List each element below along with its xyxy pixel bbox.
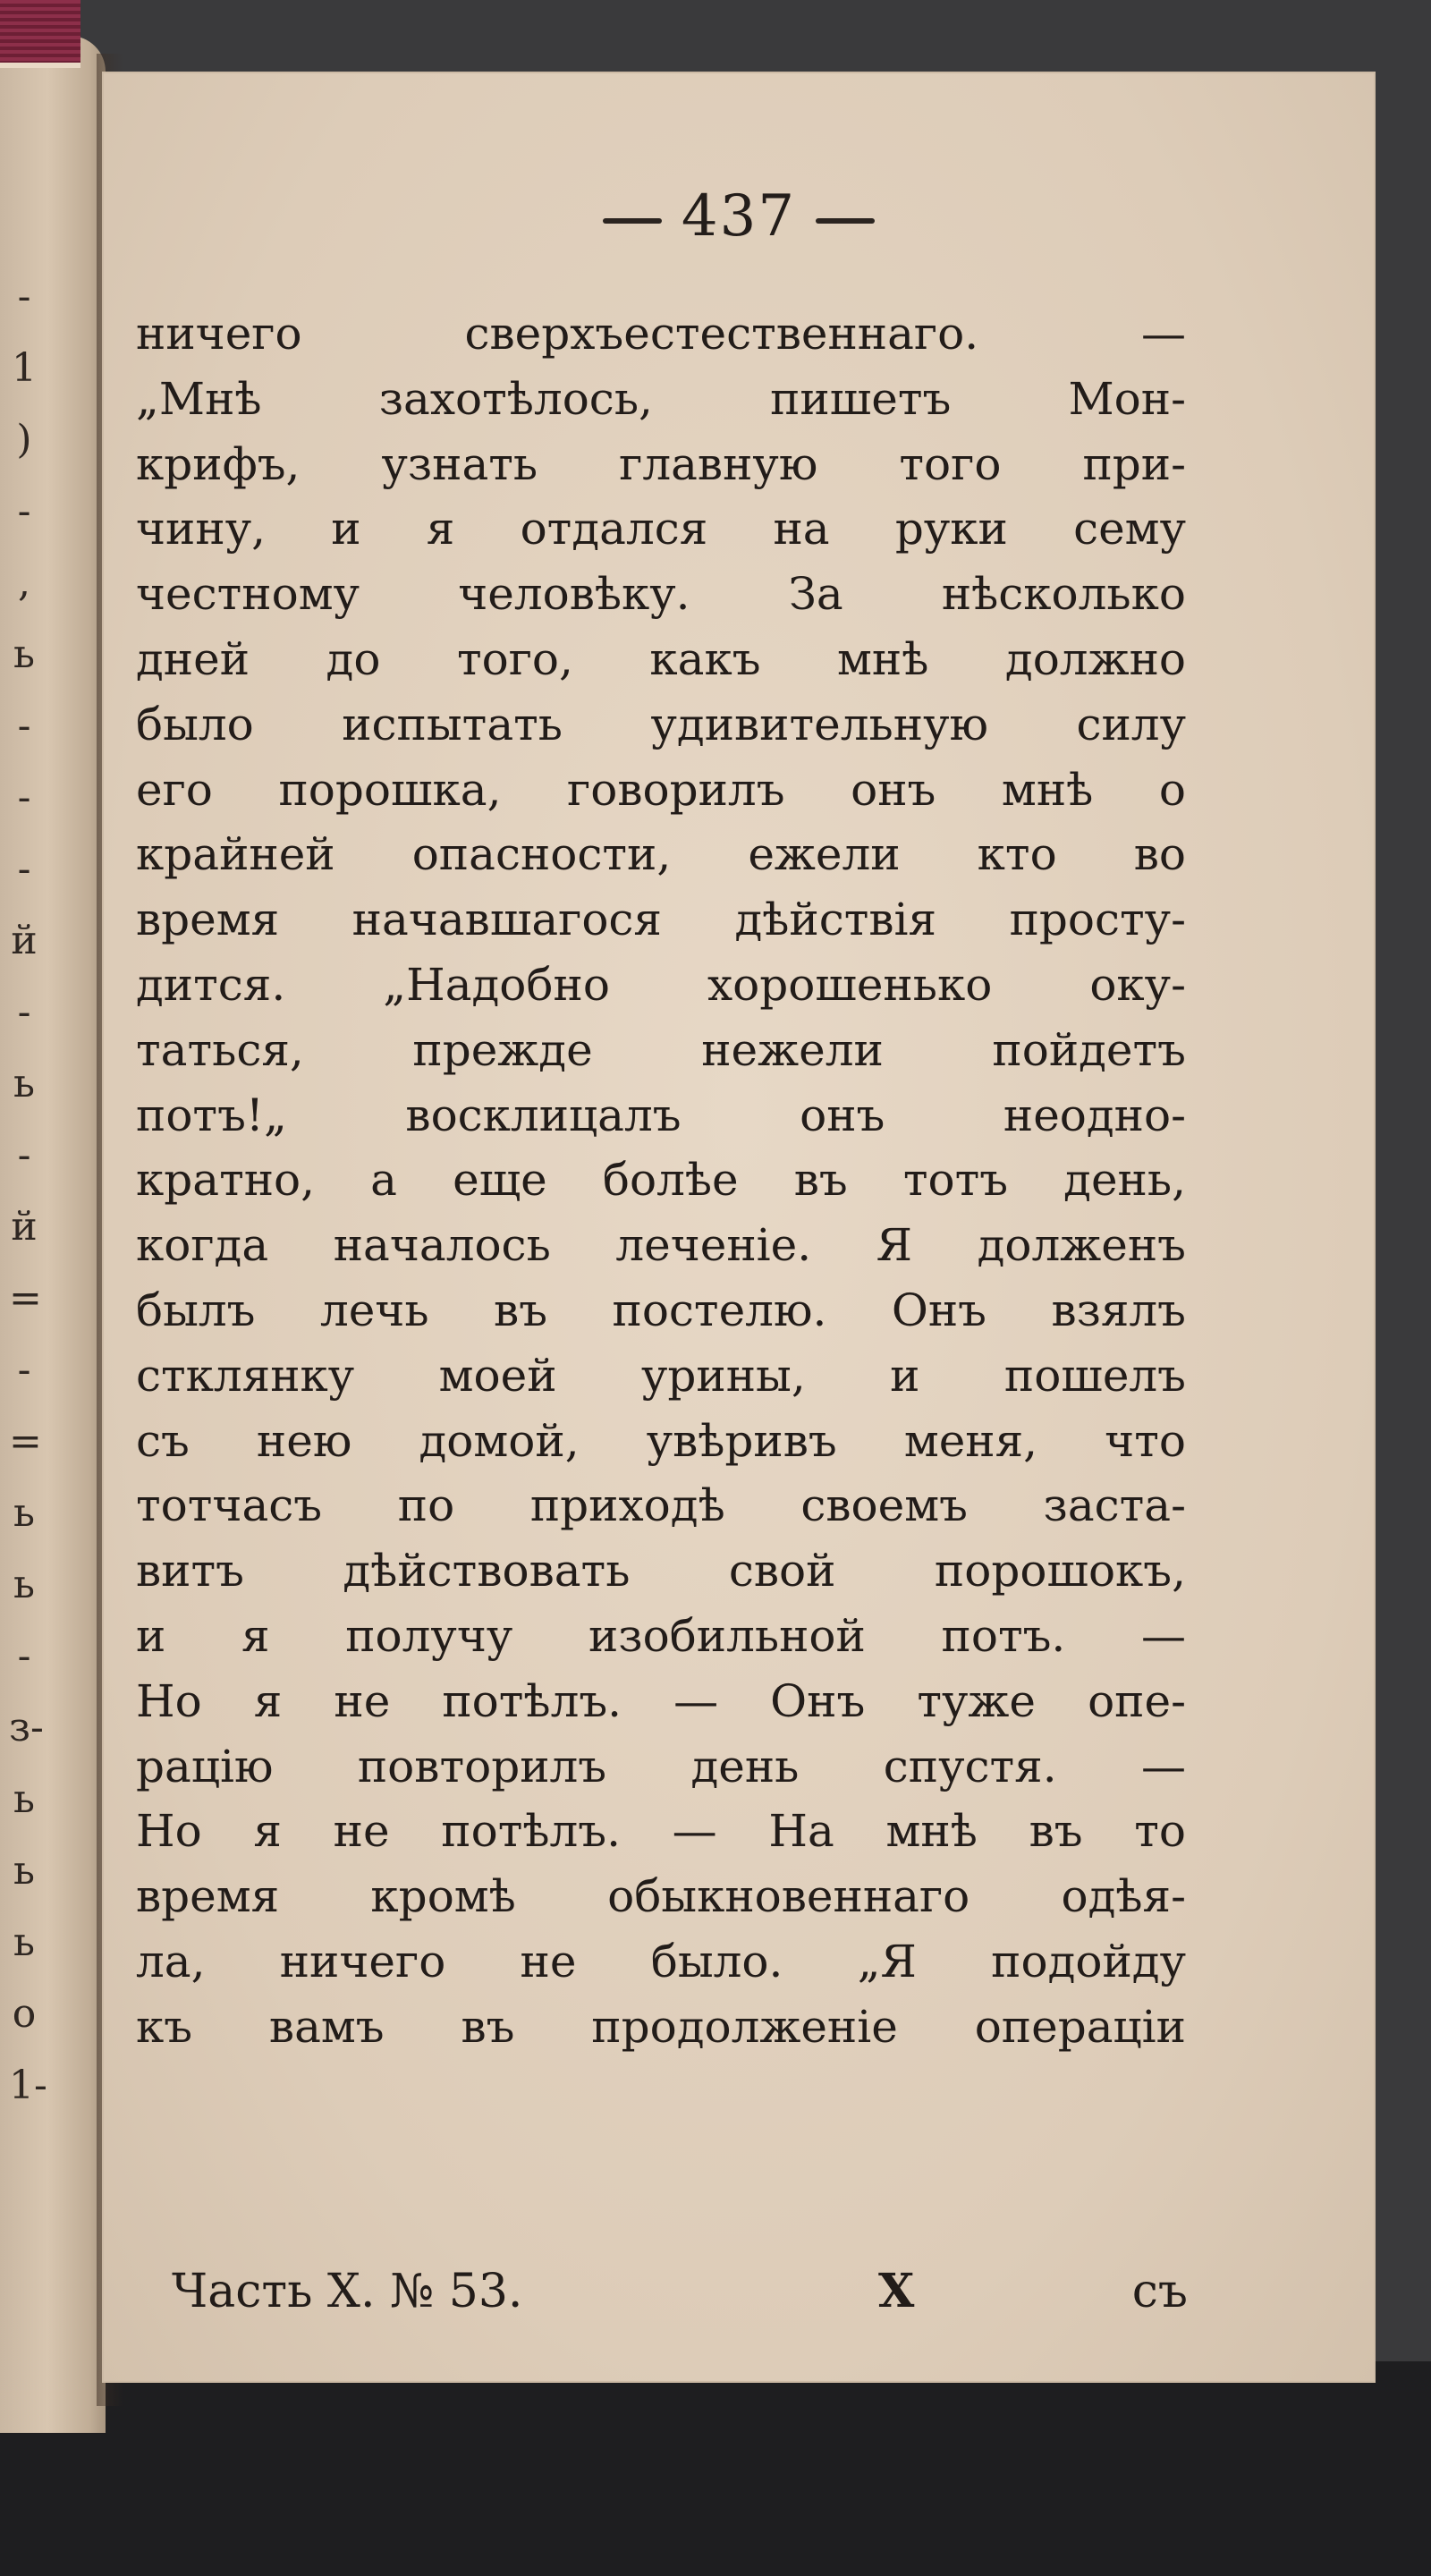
facing-page-fragment: ) bbox=[16, 417, 32, 462]
facing-page-fragment: з- bbox=[9, 1705, 44, 1750]
part-number: Часть X. № 53. bbox=[172, 2265, 523, 2318]
text-line: „Мнѣ захотѣлось, пишетъ Мон- bbox=[136, 372, 1186, 425]
text-line: время кромѣ обыкновеннаго одѣя- bbox=[136, 1870, 1186, 1923]
page-footer bbox=[172, 2256, 1188, 2327]
facing-page-fragment: ь bbox=[13, 1848, 35, 1894]
text-line: съ нею домой, увѣривъ меня, что bbox=[136, 1414, 1186, 1467]
header-dash-right bbox=[816, 218, 875, 224]
facing-page-fragment: ь bbox=[13, 1061, 35, 1106]
text-line: стклянку моей урины, и пошелъ bbox=[136, 1349, 1186, 1402]
header-dash-left bbox=[603, 218, 662, 224]
facing-page-fragment: - bbox=[17, 846, 31, 892]
facing-page-fragment: ь bbox=[13, 1776, 35, 1822]
page-number: 437 bbox=[681, 183, 797, 250]
facing-page-fragment: = bbox=[9, 1419, 42, 1464]
facing-page-fragment: ь bbox=[13, 1562, 35, 1607]
text-line: кратно, а еще болѣе въ тотъ день, bbox=[136, 1154, 1186, 1207]
text-line: честному человѣку. За нѣсколько bbox=[136, 568, 1186, 621]
facing-page-fragment: й bbox=[11, 918, 38, 963]
text-line: потъ!„ восклицалъ онъ неодно- bbox=[136, 1089, 1186, 1141]
catchword: съ bbox=[1131, 2265, 1188, 2318]
page-body bbox=[136, 301, 1186, 2060]
text-line: дней до того, какъ мнѣ должно bbox=[136, 632, 1186, 685]
text-line: когда началось леченіе. Я долженъ bbox=[136, 1219, 1186, 1272]
facing-page-fragment: = bbox=[9, 1275, 42, 1321]
text-line: былъ лечь въ постелю. Онъ взялъ bbox=[136, 1284, 1186, 1336]
facing-page-fragment: ь bbox=[13, 1919, 35, 1965]
text-line: таться, прежде нежели пойдетъ bbox=[136, 1023, 1186, 1076]
facing-page-fragment: 1- bbox=[9, 2063, 47, 2108]
text-line: Но я не потѣлъ. — На мнѣ въ то bbox=[136, 1805, 1186, 1858]
page-header bbox=[104, 181, 1374, 252]
text-line: тотчасъ по приходѣ своемъ заста- bbox=[136, 1479, 1186, 1532]
facing-page-fragment: - bbox=[17, 703, 31, 749]
text-line: ничего сверхъестественнаго. — bbox=[136, 308, 1186, 360]
text-line: чину, и я отдался на руки сему bbox=[136, 503, 1186, 555]
text-line: крифъ, узнать главную того при- bbox=[136, 437, 1186, 490]
facing-page-fragment: - bbox=[17, 274, 31, 319]
text-line: крайней опасности, ежели кто во bbox=[136, 828, 1186, 881]
facing-page-fragment: о bbox=[12, 1991, 37, 2037]
facing-page-fragment: , bbox=[18, 560, 30, 606]
facing-page-fragment: - bbox=[17, 1633, 31, 1679]
scan-backdrop bbox=[0, 2361, 1431, 2576]
facing-page-fragment: ь bbox=[13, 1490, 35, 1536]
facing-page-fragment: - bbox=[17, 1347, 31, 1393]
book-page bbox=[104, 73, 1374, 2381]
text-line: дится. „Надобно хорошенько оку- bbox=[136, 958, 1186, 1011]
facing-page-fragment: - bbox=[17, 488, 31, 534]
text-line: было испытать удивительную силу bbox=[136, 698, 1186, 750]
facing-page-fragment: ь bbox=[13, 631, 35, 677]
facing-page-fragment: - bbox=[17, 1132, 31, 1178]
text-line: витъ дѣйствовать свой порошокъ, bbox=[136, 1545, 1186, 1597]
text-line: Но я не потѣлъ. — Онъ туже опе- bbox=[136, 1674, 1186, 1727]
text-line: его порошка, говорилъ онъ мнѣ о bbox=[136, 763, 1186, 816]
signature-mark: X bbox=[878, 2264, 915, 2318]
facing-page-fragment: й bbox=[11, 1204, 38, 1250]
facing-page-fragment: 1 bbox=[12, 345, 37, 391]
text-line: время начавшагося дѣйствія просту- bbox=[136, 894, 1186, 946]
text-line: рацію повторилъ день спустя. — bbox=[136, 1740, 1186, 1792]
text-line: и я получу изобильной потъ. — bbox=[136, 1609, 1186, 1662]
facing-page-fragment: - bbox=[17, 989, 31, 1035]
facing-page-edge bbox=[0, 36, 106, 2433]
bookmark-ribbon bbox=[0, 0, 80, 68]
facing-page-fragment: - bbox=[17, 775, 31, 820]
text-line: къ вамъ въ продолженіе операціи bbox=[136, 2000, 1186, 2053]
text-line: ла, ничего не было. „Я подойду bbox=[136, 1935, 1186, 1987]
